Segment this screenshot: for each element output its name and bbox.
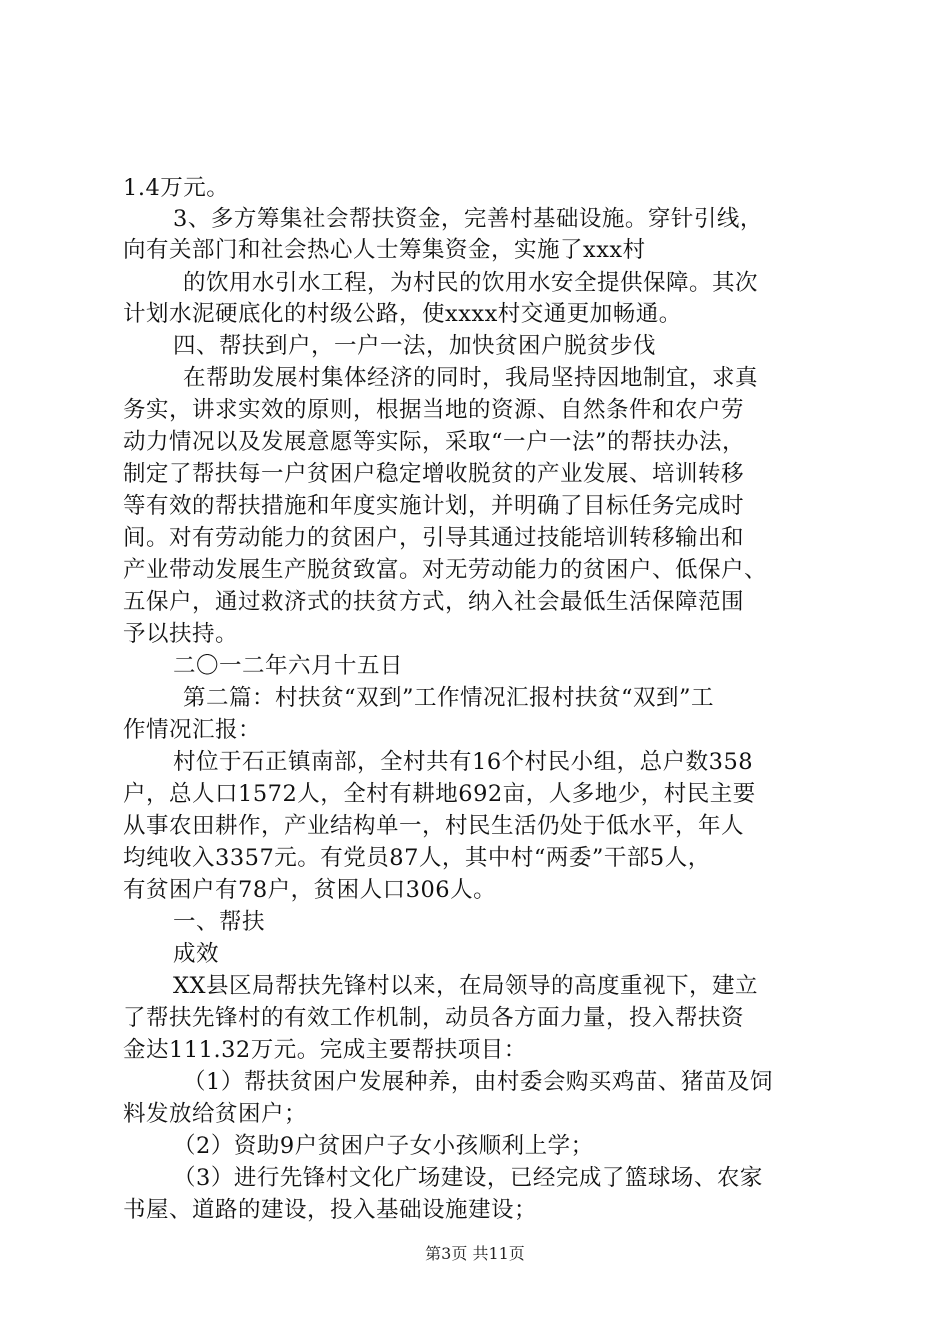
text-line: 务实，讲求实效的原则，根据当地的资源、自然条件和农户劳: [123, 397, 745, 423]
text-line: 均纯收入3357元。有党员87人，其中村“两委”干部5人，: [123, 845, 711, 871]
text-line: 作情况汇报：: [123, 717, 262, 743]
text-line: 动力情况以及发展意愿等实际，采取“一户一法”的帮扶办法，: [123, 429, 746, 455]
list-item: （3）进行先锋村文化广场建设，已经完成了篮球场、农家: [173, 1165, 763, 1191]
text-line: 计划水泥硬底化的村级公路，使xxxx村交通更加畅通。: [123, 301, 682, 327]
text-line: 3、多方筹集社会帮扶资金，完善村基础设施。穿针引线，: [173, 206, 763, 232]
list-item: （2）资助9户贫困户子女小孩顺利上学；: [173, 1133, 594, 1159]
text-line: 予以扶持。: [123, 621, 239, 647]
text-line: XX县区局帮扶先锋村以来，在局领导的高度重视下，建立: [173, 973, 759, 999]
text-line: 有贫困户有78户，贫困人口306人。: [123, 877, 497, 903]
text-line: 制定了帮扶每一户贫困户稳定增收脱贫的产业发展、培训转移: [123, 461, 745, 487]
text-line: 从事农田耕作，产业结构单一，村民生活仍处于低水平，年人: [123, 813, 745, 839]
text-line: 户，总人口1572人，全村有耕地692亩，人多地少，村民主要: [123, 781, 756, 807]
page-number: 第3页 共11页: [425, 1244, 525, 1263]
text-line: 金达111.32万元。完成主要帮扶项目：: [123, 1037, 527, 1063]
text-line: 料发放给贫困户；: [123, 1101, 308, 1127]
text-line: 村位于石正镇南部，全村共有16个村民小组，总户数358: [173, 749, 754, 775]
section-heading: 成效: [173, 941, 220, 967]
text-line: 1.4万元。: [123, 175, 230, 201]
date-line: 二〇一二年六月十五日: [173, 653, 404, 679]
list-item: （1）帮扶贫困户发展种养，由村委会购买鸡苗、猪苗及饲: [183, 1069, 773, 1095]
text-line: 向有关部门和社会热心人士筹集资金，实施了xxx村: [123, 237, 646, 263]
text-line: 间。对有劳动能力的贫困户，引导其通过技能培训转移输出和: [123, 525, 745, 551]
text-line: 在帮助发展村集体经济的同时，我局坚持因地制宜，求真: [183, 365, 759, 391]
text-line: 等有效的帮扶措施和年度实施计划，并明确了目标任务完成时: [123, 493, 745, 519]
section-heading: 一、帮扶: [173, 909, 266, 935]
text-line: 产业带动发展生产脱贫致富。对无劳动能力的贫困户、低保户、: [123, 557, 768, 583]
text-line: 书屋、道路的建设，投入基础设施建设；: [123, 1197, 538, 1223]
section-heading: 四、帮扶到户，一户一法，加快贫困户脱贫步伐: [173, 333, 657, 359]
text-line: 的饮用水引水工程，为村民的饮用水安全提供保障。其次: [183, 270, 759, 296]
text-line: 五保户，通过救济式的扶贫方式，纳入社会最低生活保障范围: [123, 589, 745, 615]
text-line: 了帮扶先锋村的有效工作机制，动员各方面力量，投入帮扶资: [123, 1005, 745, 1031]
section-heading: 第二篇：村扶贫“双到”工作情况汇报村扶贫“双到”工: [183, 685, 715, 711]
